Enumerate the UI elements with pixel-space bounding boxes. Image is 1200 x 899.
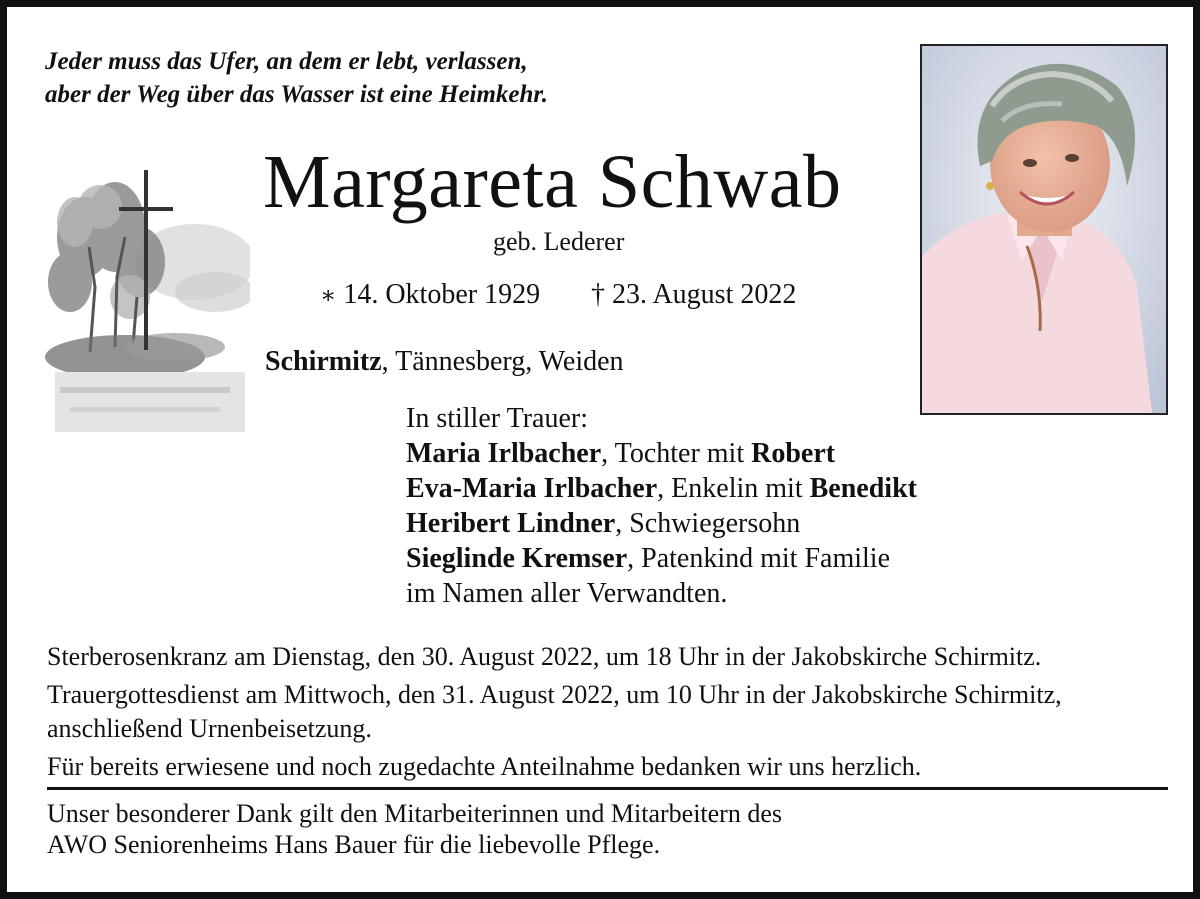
mourner-relation: , Patenkind mit Familie — [627, 543, 890, 574]
mass-info-line-1: Trauergottesdienst am Mittwoch, den 31. August 2022, um 10 Uhr in der Jakobskirche Schirmitz, — [47, 680, 1062, 709]
mourner-relation: , Enkelin mit — [657, 473, 810, 504]
rosary-info: Sterberosenkranz am Dienstag, den 30. August 2022, um 18 Uhr in der Jakobskirche Schirmitz. — [47, 642, 1042, 671]
mourner-partner: Benedikt — [809, 473, 917, 504]
mourners-intro: In stiller Trauer: — [406, 403, 588, 434]
death-cross-icon: † — [591, 279, 605, 310]
death-date: 23. August 2022 — [612, 279, 797, 310]
special-thanks-line-1: Unser besonderer Dank gilt den Mitarbeiterinnen und Mitarbeitern des — [47, 799, 782, 828]
mourner-line — [406, 471, 917, 506]
death-date-line — [591, 277, 796, 313]
mourner-line — [406, 541, 917, 576]
divider — [47, 787, 1168, 790]
portrait-photo — [920, 44, 1168, 415]
cross-artwork-icon — [45, 167, 250, 439]
mourner-relation: , Tochter mit — [601, 438, 752, 469]
mourner-partner: Robert — [751, 438, 836, 469]
special-thanks — [47, 798, 782, 860]
birth-date: 14. Oktober 1929 — [343, 279, 541, 310]
portrait-image-icon — [922, 46, 1166, 413]
thanks-line: Für bereits erwiesene und noch zugedachte Anteilnahme bedanken wir uns herzlich. — [47, 752, 922, 781]
places-rest: , Tännesberg, Weiden — [381, 346, 624, 377]
mourner-name: Heribert Lindner — [406, 508, 616, 539]
mourner-line — [406, 506, 917, 541]
deceased-name: Margareta Schwab — [263, 140, 842, 224]
special-thanks-line-2: AWO Seniorenheims Hans Bauer für die liebevolle Pflege. — [47, 830, 661, 859]
mourner-name: Eva-Maria Irlbacher — [406, 473, 658, 504]
birth-star-icon: ∗ — [320, 283, 337, 309]
mourner-line — [406, 436, 917, 471]
mourner-name: Sieglinde Kremser — [406, 543, 628, 574]
place-main: Schirmitz — [265, 346, 382, 377]
mourner-name: Maria Irlbacher — [406, 438, 602, 469]
quote-line-2: aber der Weg über das Wasser ist eine Heimkehr. — [45, 81, 549, 108]
service-information — [47, 640, 1062, 784]
quote-line-1: Jeder muss das Ufer, an dem er lebt, verlassen, — [45, 48, 528, 75]
places-line — [265, 344, 624, 380]
mourners-list — [406, 401, 917, 611]
mourner-relation: , Schwiegersohn — [615, 508, 801, 539]
mourners-closing: im Namen aller Verwandten. — [406, 578, 728, 609]
mass-info-line-2: anschließend Urnenbeisetzung. — [47, 714, 372, 743]
memorial-quote — [45, 45, 548, 111]
birth-name: geb. Lederer — [493, 227, 625, 256]
birth-date-line — [320, 277, 540, 314]
